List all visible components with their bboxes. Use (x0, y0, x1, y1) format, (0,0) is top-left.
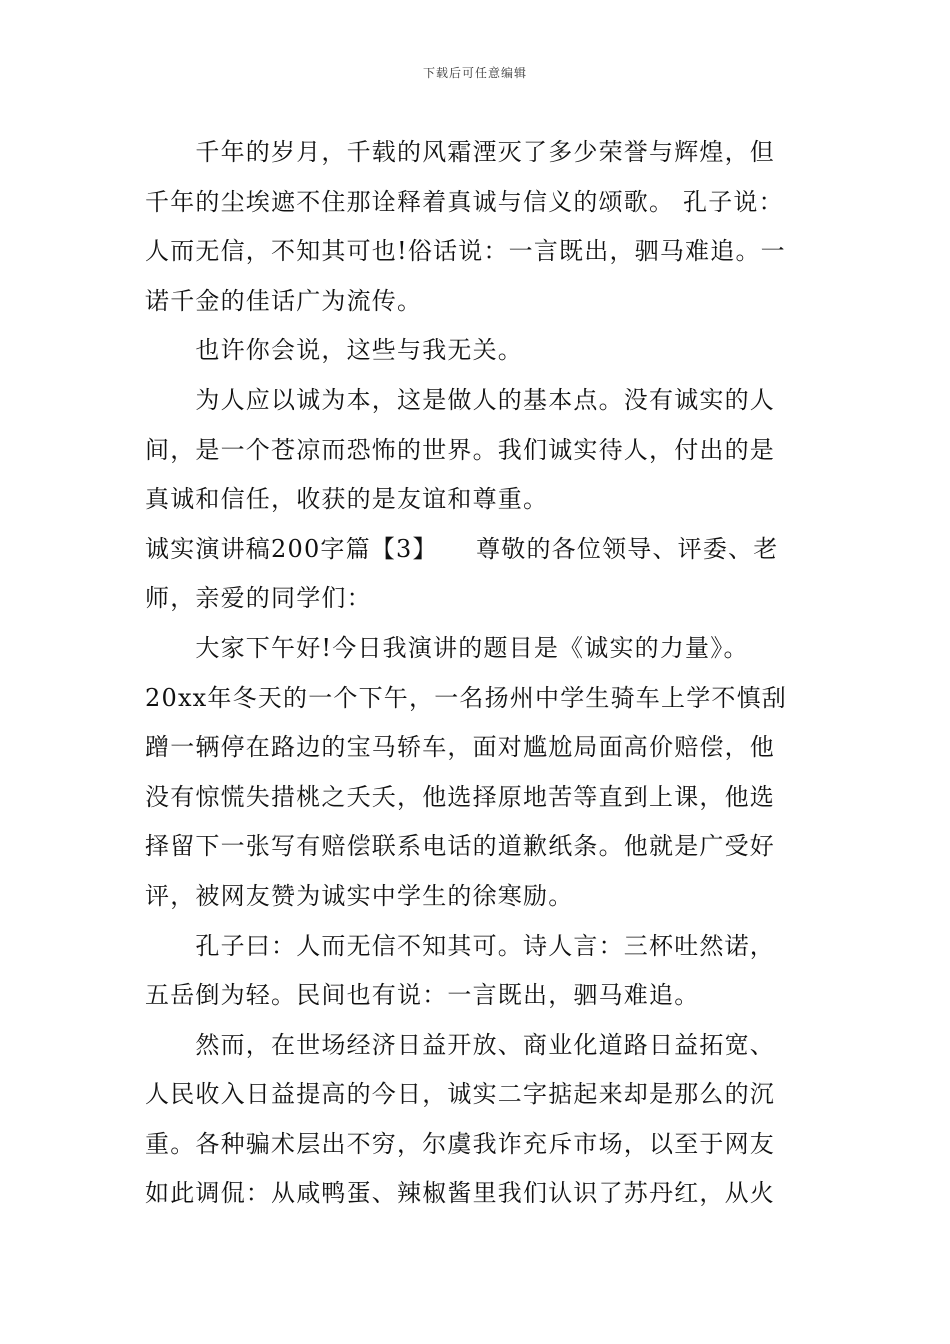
page-header: 下载后可任意编辑 (422, 66, 527, 80)
text-line: 孔子曰：人而无信不知其可。诗人言：三杯吐然诺， (145, 931, 775, 960)
text-line: 如此调侃：从咸鸭蛋、辣椒酱里我们认识了苏丹红，从火 (145, 1179, 775, 1208)
text-line: 没有惊慌失措桃之夭夭，他选择原地苦等直到上课，他选 (145, 782, 775, 811)
text-line: 也许你会说，这些与我无关。 (145, 336, 523, 365)
text-line: 人而无信，不知其可也!俗话说：一言既出，驷马难追。一 (145, 237, 786, 266)
text-line: 千年的岁月，千载的风霜湮灭了多少荣誉与辉煌，但 (145, 138, 775, 166)
text-line: 诺千金的佳话广为流传。 (145, 286, 423, 315)
text-line: 择留下一张写有赔偿联系电话的道歉纸条。他就是广受好 (145, 832, 775, 861)
text-line: 重。各种骗术层出不穷，尔虞我诈充斥市场，以至于网友 (145, 1129, 775, 1158)
document-body (145, 128, 810, 1219)
text-line: 真诚和信任，收获的是友谊和尊重。 (145, 485, 549, 514)
text-line: 五岳倒为轻。民间也有说：一言既出，驷马难追。 (145, 981, 700, 1010)
text-line: 评，被网友赞为诚实中学生的徐寒励。 (145, 881, 574, 910)
text-line: 为人应以诚为本，这是做人的基本点。没有诚实的人 (145, 385, 775, 414)
text-line: 人民收入日益提高的今日，诚实二字掂起来却是那么的沉 (145, 1080, 775, 1109)
text-line: 蹭一辆停在路边的宝马轿车，面对尴尬局面高价赔偿，他 (145, 733, 775, 762)
text-line: 师，亲爱的同学们： (145, 584, 372, 613)
text-line: 20xx年冬天的一个下午，一名扬州中学生骑车上学不慎刮 (145, 683, 788, 712)
text-line: 然而，在世场经济日益开放、商业化道路日益拓宽、 (145, 1030, 775, 1059)
text-line: 大家下午好!今日我演讲的题目是《诚实的力量》。 (145, 633, 749, 662)
text-line: 间，是一个苍凉而恐怖的世界。我们诚实待人，付出的是 (145, 435, 775, 464)
text-line: 千年的尘埃遮不住那诠释着真诚与信义的颂歌。 孔子说： (145, 187, 784, 216)
section-heading-line: 诚实演讲稿200字篇【3】 尊敬的各位领导、评委、老 (145, 534, 779, 563)
